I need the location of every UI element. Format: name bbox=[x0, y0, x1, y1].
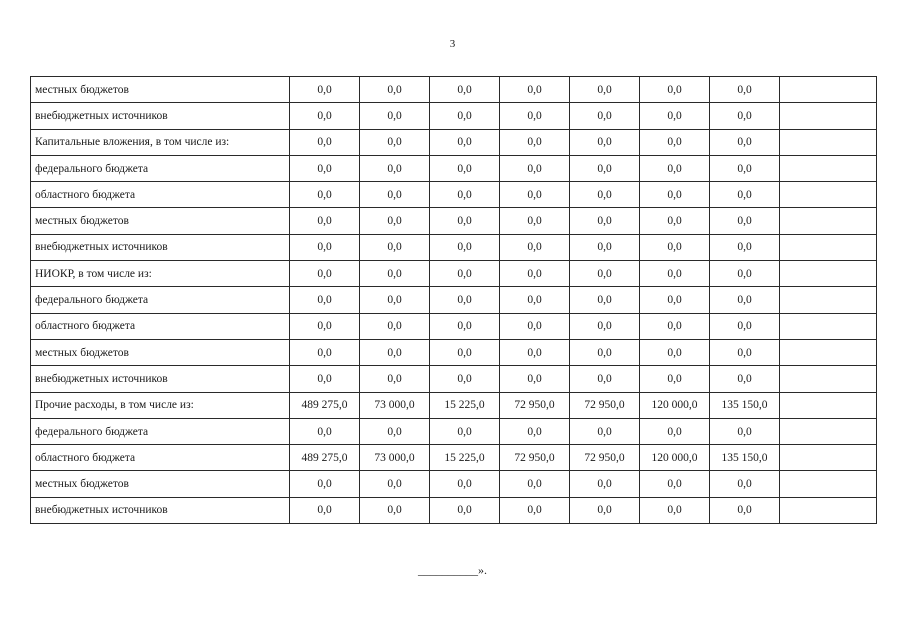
empty-cell bbox=[780, 497, 877, 523]
row-label: федерального бюджета bbox=[31, 155, 290, 181]
value-cell: 0,0 bbox=[570, 471, 640, 497]
value-cell: 0,0 bbox=[710, 77, 780, 103]
row-label: внебюджетных источников bbox=[31, 366, 290, 392]
row-label: областного бюджета bbox=[31, 313, 290, 339]
empty-cell bbox=[780, 392, 877, 418]
value-cell: 0,0 bbox=[430, 366, 500, 392]
value-cell: 0,0 bbox=[290, 287, 360, 313]
row-label: внебюджетных источников bbox=[31, 234, 290, 260]
value-cell: 0,0 bbox=[640, 366, 710, 392]
value-cell: 0,0 bbox=[360, 234, 430, 260]
value-cell: 0,0 bbox=[570, 208, 640, 234]
value-cell: 0,0 bbox=[360, 103, 430, 129]
value-cell: 72 950,0 bbox=[500, 392, 570, 418]
value-cell: 489 275,0 bbox=[290, 445, 360, 471]
value-cell: 0,0 bbox=[290, 77, 360, 103]
value-cell: 0,0 bbox=[500, 129, 570, 155]
value-cell: 0,0 bbox=[500, 339, 570, 365]
table-row bbox=[31, 182, 877, 208]
value-cell: 0,0 bbox=[290, 471, 360, 497]
value-cell: 0,0 bbox=[710, 261, 780, 287]
value-cell: 0,0 bbox=[360, 77, 430, 103]
value-cell: 0,0 bbox=[430, 471, 500, 497]
value-cell: 0,0 bbox=[290, 182, 360, 208]
value-cell: 0,0 bbox=[430, 77, 500, 103]
value-cell: 0,0 bbox=[640, 129, 710, 155]
value-cell: 0,0 bbox=[290, 155, 360, 181]
value-cell: 0,0 bbox=[500, 77, 570, 103]
value-cell: 0,0 bbox=[360, 471, 430, 497]
page-number: 3 bbox=[449, 38, 456, 50]
value-cell: 0,0 bbox=[290, 129, 360, 155]
value-cell: 0,0 bbox=[640, 103, 710, 129]
empty-cell bbox=[780, 313, 877, 339]
table-row bbox=[31, 418, 877, 444]
value-cell: 0,0 bbox=[360, 497, 430, 523]
value-cell: 0,0 bbox=[570, 261, 640, 287]
value-cell: 0,0 bbox=[640, 155, 710, 181]
value-cell: 0,0 bbox=[570, 103, 640, 129]
row-label: местных бюджетов bbox=[31, 208, 290, 234]
value-cell: 0,0 bbox=[710, 418, 780, 444]
value-cell: 0,0 bbox=[500, 497, 570, 523]
value-cell: 0,0 bbox=[500, 313, 570, 339]
table-row bbox=[31, 77, 877, 103]
value-cell: 0,0 bbox=[570, 339, 640, 365]
value-cell: 0,0 bbox=[290, 234, 360, 260]
value-cell: 0,0 bbox=[710, 234, 780, 260]
value-cell: 0,0 bbox=[360, 418, 430, 444]
empty-cell bbox=[780, 339, 877, 365]
value-cell: 0,0 bbox=[500, 208, 570, 234]
empty-cell bbox=[780, 103, 877, 129]
empty-cell bbox=[780, 261, 877, 287]
value-cell: 120 000,0 bbox=[640, 445, 710, 471]
empty-cell bbox=[780, 234, 877, 260]
value-cell: 0,0 bbox=[710, 129, 780, 155]
value-cell: 0,0 bbox=[360, 182, 430, 208]
row-label: Капитальные вложения, в том числе из: bbox=[31, 129, 290, 155]
value-cell: 0,0 bbox=[290, 208, 360, 234]
value-cell: 0,0 bbox=[500, 261, 570, 287]
value-cell: 0,0 bbox=[570, 497, 640, 523]
value-cell: 0,0 bbox=[640, 418, 710, 444]
table-row bbox=[31, 366, 877, 392]
value-cell: 0,0 bbox=[570, 366, 640, 392]
value-cell: 15 225,0 bbox=[430, 445, 500, 471]
value-cell: 0,0 bbox=[640, 287, 710, 313]
value-cell: 0,0 bbox=[290, 339, 360, 365]
value-cell: 0,0 bbox=[430, 129, 500, 155]
empty-cell bbox=[780, 287, 877, 313]
value-cell: 0,0 bbox=[290, 366, 360, 392]
value-cell: 0,0 bbox=[430, 497, 500, 523]
table-row bbox=[31, 129, 877, 155]
row-label: областного бюджета bbox=[31, 445, 290, 471]
value-cell: 0,0 bbox=[360, 287, 430, 313]
value-cell: 0,0 bbox=[710, 339, 780, 365]
empty-cell bbox=[780, 418, 877, 444]
value-cell: 135 150,0 bbox=[710, 445, 780, 471]
row-label: федерального бюджета bbox=[31, 418, 290, 444]
value-cell: 0,0 bbox=[500, 287, 570, 313]
row-label: местных бюджетов bbox=[31, 471, 290, 497]
value-cell: 0,0 bbox=[430, 103, 500, 129]
value-cell: 120 000,0 bbox=[640, 392, 710, 418]
value-cell: 73 000,0 bbox=[360, 392, 430, 418]
value-cell: 0,0 bbox=[570, 129, 640, 155]
table-row bbox=[31, 445, 877, 471]
value-cell: 0,0 bbox=[640, 313, 710, 339]
empty-cell bbox=[780, 366, 877, 392]
value-cell: 0,0 bbox=[710, 103, 780, 129]
value-cell: 0,0 bbox=[570, 418, 640, 444]
row-label: Прочие расходы, в том числе из: bbox=[31, 392, 290, 418]
value-cell: 0,0 bbox=[290, 418, 360, 444]
value-cell: 0,0 bbox=[290, 313, 360, 339]
table-row bbox=[31, 287, 877, 313]
empty-cell bbox=[780, 182, 877, 208]
value-cell: 0,0 bbox=[290, 497, 360, 523]
value-cell: 0,0 bbox=[640, 77, 710, 103]
value-cell: 0,0 bbox=[710, 497, 780, 523]
value-cell: 0,0 bbox=[570, 313, 640, 339]
value-cell: 73 000,0 bbox=[360, 445, 430, 471]
value-cell: 0,0 bbox=[430, 261, 500, 287]
value-cell: 0,0 bbox=[500, 182, 570, 208]
value-cell: 0,0 bbox=[570, 287, 640, 313]
value-cell: 0,0 bbox=[710, 471, 780, 497]
row-label: местных бюджетов bbox=[31, 339, 290, 365]
empty-cell bbox=[780, 471, 877, 497]
table-row bbox=[31, 497, 877, 523]
table-row bbox=[31, 208, 877, 234]
value-cell: 0,0 bbox=[570, 155, 640, 181]
table-row bbox=[31, 261, 877, 287]
value-cell: 0,0 bbox=[500, 366, 570, 392]
table-row bbox=[31, 313, 877, 339]
empty-cell bbox=[780, 155, 877, 181]
value-cell: 0,0 bbox=[640, 182, 710, 208]
value-cell: 0,0 bbox=[640, 471, 710, 497]
value-cell: 0,0 bbox=[360, 366, 430, 392]
value-cell: 489 275,0 bbox=[290, 392, 360, 418]
value-cell: 0,0 bbox=[430, 418, 500, 444]
value-cell: 0,0 bbox=[640, 261, 710, 287]
table-row bbox=[31, 155, 877, 181]
table-row bbox=[31, 471, 877, 497]
value-cell: 0,0 bbox=[430, 234, 500, 260]
value-cell: 0,0 bbox=[290, 261, 360, 287]
row-label: внебюджетных источников bbox=[31, 497, 290, 523]
value-cell: 0,0 bbox=[500, 234, 570, 260]
value-cell: 0,0 bbox=[360, 261, 430, 287]
value-cell: 0,0 bbox=[500, 155, 570, 181]
row-label: внебюджетных источников bbox=[31, 103, 290, 129]
value-cell: 0,0 bbox=[640, 339, 710, 365]
value-cell: 0,0 bbox=[430, 155, 500, 181]
value-cell: 0,0 bbox=[640, 208, 710, 234]
value-cell: 0,0 bbox=[430, 339, 500, 365]
value-cell: 135 150,0 bbox=[710, 392, 780, 418]
value-cell: 0,0 bbox=[570, 182, 640, 208]
empty-cell bbox=[780, 208, 877, 234]
table-row bbox=[31, 103, 877, 129]
value-cell: 0,0 bbox=[430, 208, 500, 234]
budget-table-body bbox=[31, 77, 877, 524]
empty-cell bbox=[780, 77, 877, 103]
value-cell: 0,0 bbox=[500, 471, 570, 497]
value-cell: 0,0 bbox=[710, 155, 780, 181]
value-cell: 0,0 bbox=[640, 497, 710, 523]
value-cell: 0,0 bbox=[430, 182, 500, 208]
table-row bbox=[31, 339, 877, 365]
value-cell: 0,0 bbox=[360, 155, 430, 181]
value-cell: 0,0 bbox=[710, 313, 780, 339]
budget-table bbox=[30, 76, 877, 524]
value-cell: 72 950,0 bbox=[570, 445, 640, 471]
value-cell: 0,0 bbox=[710, 208, 780, 234]
value-cell: 0,0 bbox=[360, 129, 430, 155]
table-row bbox=[31, 234, 877, 260]
row-label: местных бюджетов bbox=[31, 77, 290, 103]
row-label: федерального бюджета bbox=[31, 287, 290, 313]
value-cell: 0,0 bbox=[500, 418, 570, 444]
value-cell: 72 950,0 bbox=[500, 445, 570, 471]
value-cell: 0,0 bbox=[570, 77, 640, 103]
row-label: НИОКР, в том числе из: bbox=[31, 261, 290, 287]
value-cell: 0,0 bbox=[640, 234, 710, 260]
row-label: областного бюджета bbox=[31, 182, 290, 208]
empty-cell bbox=[780, 129, 877, 155]
value-cell: 72 950,0 bbox=[570, 392, 640, 418]
value-cell: 0,0 bbox=[360, 313, 430, 339]
value-cell: 0,0 bbox=[360, 208, 430, 234]
empty-cell bbox=[780, 445, 877, 471]
value-cell: 0,0 bbox=[360, 339, 430, 365]
value-cell: 0,0 bbox=[430, 287, 500, 313]
closing-line: __________». bbox=[418, 563, 487, 577]
value-cell: 0,0 bbox=[430, 313, 500, 339]
value-cell: 0,0 bbox=[500, 103, 570, 129]
value-cell: 0,0 bbox=[710, 366, 780, 392]
value-cell: 0,0 bbox=[570, 234, 640, 260]
value-cell: 0,0 bbox=[290, 103, 360, 129]
table-row bbox=[31, 392, 877, 418]
value-cell: 0,0 bbox=[710, 182, 780, 208]
value-cell: 15 225,0 bbox=[430, 392, 500, 418]
value-cell: 0,0 bbox=[710, 287, 780, 313]
